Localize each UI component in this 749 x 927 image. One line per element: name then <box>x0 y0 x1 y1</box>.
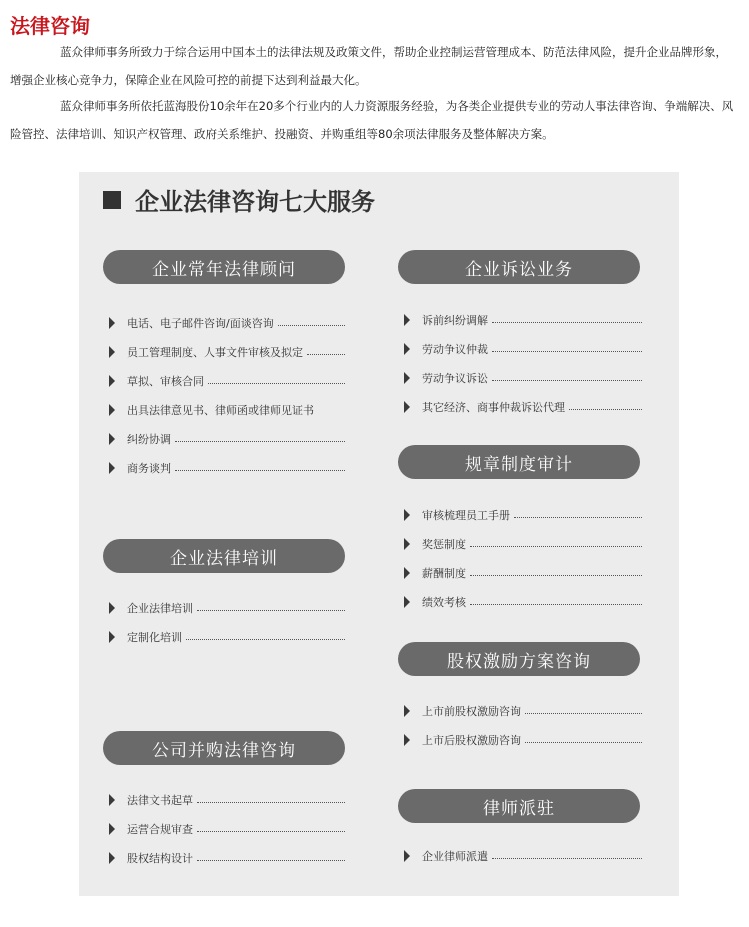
triangle-bullet-icon <box>404 343 410 355</box>
triangle-bullet-icon <box>404 734 410 746</box>
triangle-bullet-icon <box>404 509 410 521</box>
triangle-bullet-icon <box>109 404 115 416</box>
triangle-bullet-icon <box>109 462 115 474</box>
list-item: 员工管理制度、人事文件审核及拟定 <box>109 344 345 360</box>
triangle-bullet-icon <box>404 314 410 326</box>
services-title: 企业法律咨询七大服务 <box>135 188 375 216</box>
triangle-bullet-icon <box>404 372 410 384</box>
list-item: 企业律师派遣 <box>404 848 642 864</box>
list-item: 股权结构设计 <box>109 850 345 866</box>
list-item: 审核梳理员工手册 <box>404 507 642 523</box>
group-pill-lawyer-dispatch: 律师派驻 <box>398 789 640 823</box>
list-item: 电话、电子邮件咨询/面谈咨询 <box>109 315 345 331</box>
list-item: 草拟、审核合同 <box>109 373 345 389</box>
triangle-bullet-icon <box>109 433 115 445</box>
list-item: 纠纷协调 <box>109 431 345 447</box>
intro-paragraph-1: 蓝众律师事务所致力于综合运用中国本土的法律法规及政策文件，帮助企业控制运营管理成本、防范法律风险，提升企业品牌形象，增强企业核心竞争力，保障企业在风险可控的前提下达到利益最大化。 <box>10 45 727 87</box>
list-item: 劳动争议诉讼 <box>404 370 642 386</box>
list-item: 奖惩制度 <box>404 536 642 552</box>
triangle-bullet-icon <box>109 852 115 864</box>
triangle-bullet-icon <box>109 631 115 643</box>
triangle-bullet-icon <box>404 596 410 608</box>
list-item: 劳动争议仲裁 <box>404 341 642 357</box>
triangle-bullet-icon <box>404 538 410 550</box>
triangle-bullet-icon <box>109 794 115 806</box>
list-item: 出具法律意见书、律师函或律师见证书 <box>109 402 345 418</box>
list-item: 上市后股权激励咨询 <box>404 732 642 748</box>
list-item: 诉前纠纷调解 <box>404 312 642 328</box>
services-card <box>79 172 679 896</box>
list-item: 企业法律培训 <box>109 600 345 616</box>
group-pill-rules-audit: 规章制度审计 <box>398 445 640 479</box>
list-item: 上市前股权激励咨询 <box>404 703 642 719</box>
triangle-bullet-icon <box>109 823 115 835</box>
list-item: 法律文书起草 <box>109 792 345 808</box>
page-title: 法律咨询 <box>10 14 90 38</box>
group-pill-legal-training: 企业法律培训 <box>103 539 345 573</box>
square-bullet-icon <box>103 191 121 209</box>
group-pill-equity-incentive: 股权激励方案咨询 <box>398 642 640 676</box>
list-item: 商务谈判 <box>109 460 345 476</box>
group-pill-litigation: 企业诉讼业务 <box>398 250 640 284</box>
group-pill-retainer-counsel: 企业常年法律顾问 <box>103 250 345 284</box>
triangle-bullet-icon <box>109 375 115 387</box>
list-item: 运营合规审查 <box>109 821 345 837</box>
list-item: 其它经济、商事仲裁诉讼代理 <box>404 399 642 415</box>
triangle-bullet-icon <box>109 602 115 614</box>
intro-paragraph-2: 蓝众律师事务所依托蓝海股份10余年在20多个行业内的人力资源服务经验，为各类企业提供专业的劳动人事法律咨询、争端解决、风险管控、法律培训、知识产权管理、政府关系维护、投融资、并购重组等80余项法律服务及整体解决方案。 <box>10 99 734 141</box>
triangle-bullet-icon <box>404 850 410 862</box>
services-heading <box>103 182 375 217</box>
triangle-bullet-icon <box>404 401 410 413</box>
triangle-bullet-icon <box>109 346 115 358</box>
triangle-bullet-icon <box>404 567 410 579</box>
triangle-bullet-icon <box>404 705 410 717</box>
list-item: 薪酬制度 <box>404 565 642 581</box>
list-item: 定制化培训 <box>109 629 345 645</box>
group-pill-ma-consulting: 公司并购法律咨询 <box>103 731 345 765</box>
list-item: 绩效考核 <box>404 594 642 610</box>
triangle-bullet-icon <box>109 317 115 329</box>
